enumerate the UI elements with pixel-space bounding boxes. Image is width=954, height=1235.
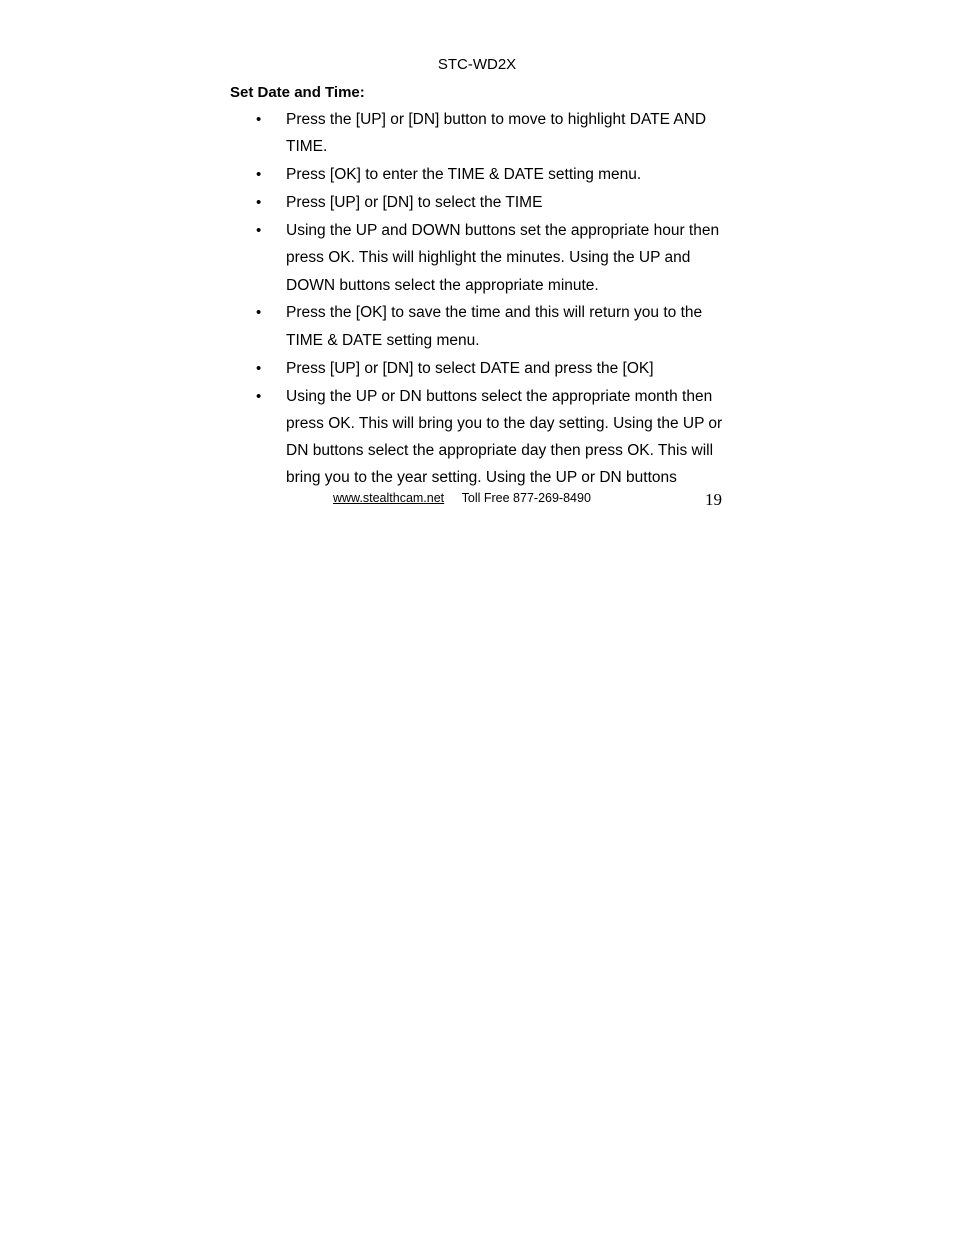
page-header-model: STC-WD2X: [437, 56, 517, 73]
page-number: 19: [705, 490, 722, 509]
instruction-list: [256, 106, 726, 492]
list-item-text: Press [UP] or [DN] to select DATE and press the [OK]: [286, 359, 654, 377]
list-item-text: Press [OK] to enter the TIME & DATE setting menu.: [286, 166, 642, 184]
page-footer: [333, 489, 591, 507]
list-item: [256, 189, 726, 216]
bullet-icon: •: [256, 221, 262, 239]
list-item-text: Press the [UP] or [DN] button to move to highlight DATE AND TIME.: [286, 111, 707, 156]
list-item: [256, 217, 726, 299]
list-item-text: Using the UP and DOWN buttons set the appropriate hour then press OK. This will highlight the minutes. Using the UP and DOWN buttons select the appropriate minute.: [286, 221, 720, 294]
list-item: [256, 106, 726, 161]
bullet-icon: •: [256, 194, 262, 212]
list-item: [256, 355, 726, 382]
bullet-icon: •: [256, 387, 262, 405]
list-item-text: Press the [OK] to save the time and this will return you to the TIME & DATE setting menu.: [286, 304, 703, 349]
list-item: [256, 161, 726, 188]
bullet-icon: •: [256, 166, 262, 184]
section-title: Set Date and Time:: [230, 84, 365, 101]
website-link[interactable]: www.stealthcam.net: [333, 491, 445, 505]
toll-free-phone: Toll Free 877-269-8490: [461, 491, 591, 505]
bullet-icon: •: [256, 111, 262, 128]
list-item: [256, 383, 726, 492]
list-item: [256, 299, 726, 354]
list-item-text: Press [UP] or [DN] to select the TIME: [286, 194, 543, 212]
bullet-icon: •: [256, 304, 262, 322]
list-item-text: Using the UP or DN buttons select the appropriate month then press OK. This will bring you to the day setting. Using the UP or DN buttons select the appropriate day then press OK. This will bring you to the year setting. Using the UP or DN buttons: [286, 387, 723, 487]
bullet-icon: •: [256, 359, 262, 377]
